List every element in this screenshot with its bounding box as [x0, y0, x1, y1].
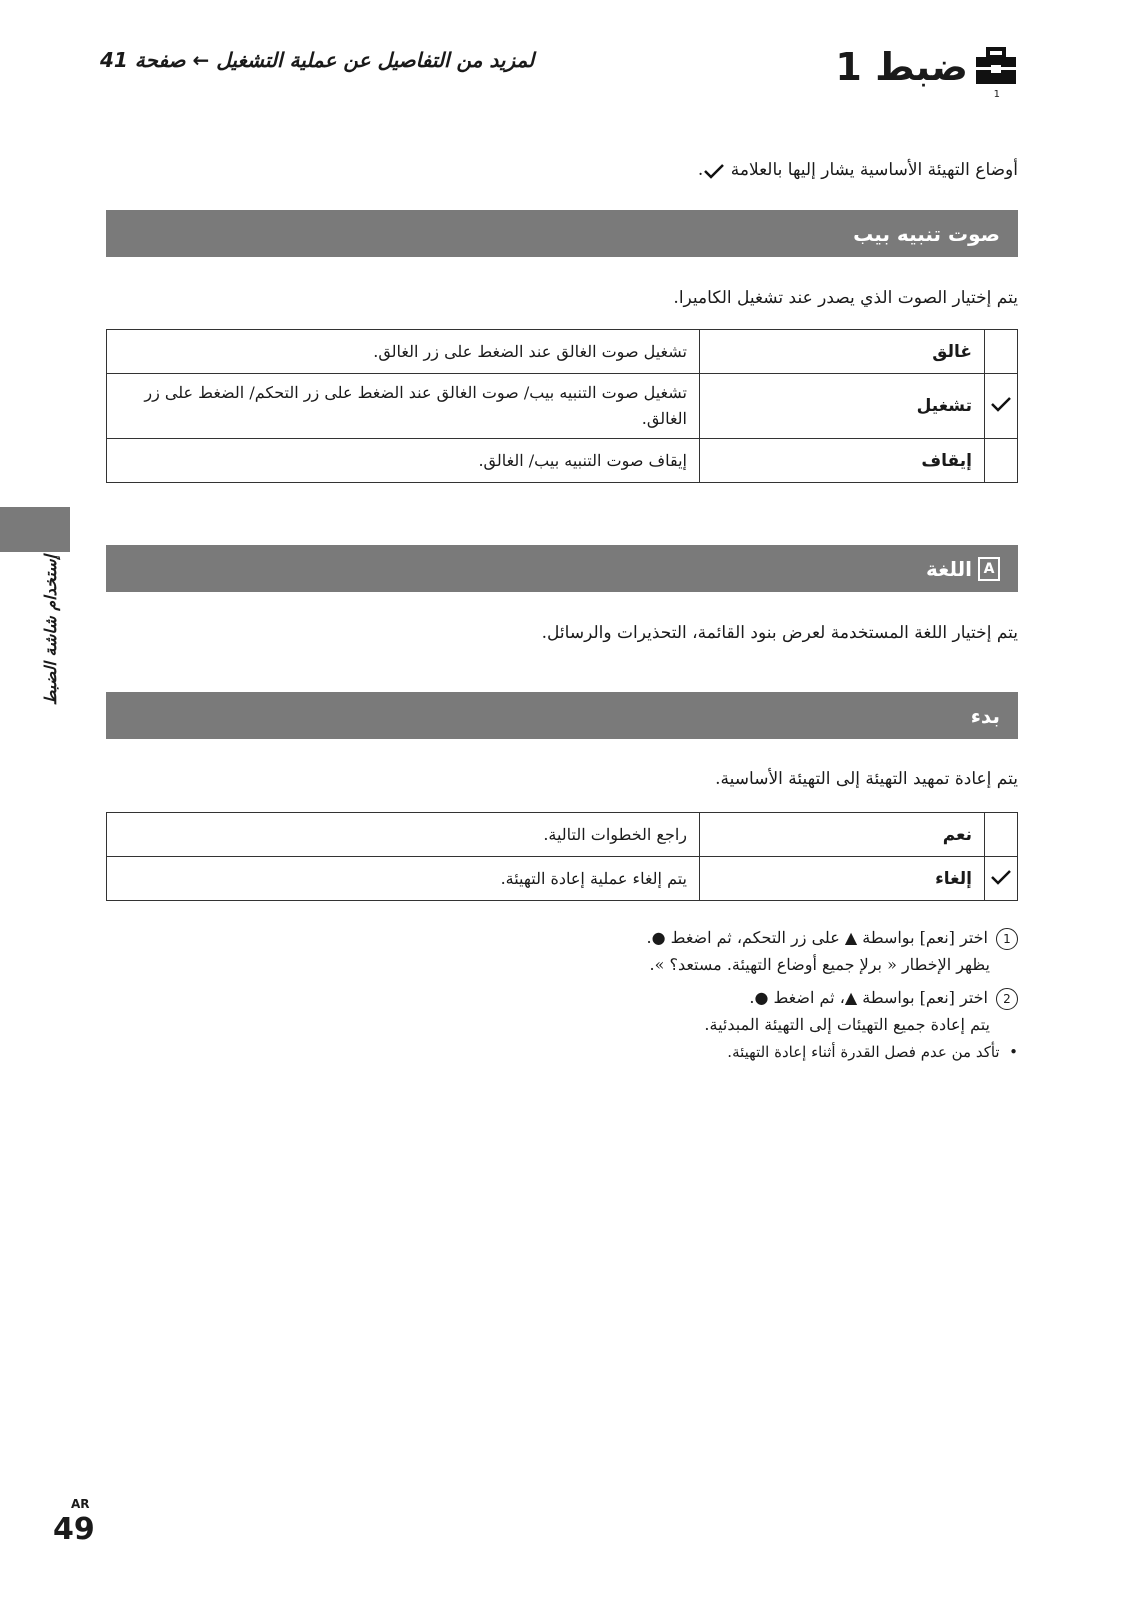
default-mark-cell	[985, 330, 1018, 374]
bullet-note	[298, 1043, 1018, 1061]
footer-lang-code: AR	[71, 1497, 90, 1511]
option-key: إلغاء	[700, 857, 985, 901]
section-bar-beep	[106, 210, 1018, 257]
header-title-group	[835, 42, 1018, 100]
language-a-icon: A	[978, 557, 1000, 581]
bullet-text: تأكد من عدم فصل القدرة أثناء إعادة التهيئة.	[727, 1043, 1000, 1061]
page-title: ضبط 1	[835, 45, 968, 89]
checkmark-icon	[703, 162, 725, 180]
option-key: إيقاف	[700, 439, 985, 483]
step-text: اختر [نعم] بواسطة ▲ على زر التحكم، ثم اضغط ●.	[646, 928, 988, 947]
section-title-beep: صوت تنبيه بيب	[853, 221, 1000, 246]
checkmark-icon	[990, 395, 1012, 413]
default-mark-cell	[985, 374, 1018, 439]
toolbox-subscript: 1	[993, 89, 1000, 100]
option-desc: تشغيل صوت الغالق عند الضغط على زر الغالق.	[107, 330, 700, 374]
default-mark-cell	[985, 813, 1018, 857]
default-mark-cell	[985, 857, 1018, 901]
side-label-text: إستخدام شاشة الضبط	[40, 555, 60, 706]
side-tab	[0, 507, 70, 552]
step-text: اختر [نعم] بواسطة ▲، ثم اضغط ●.	[749, 988, 988, 1007]
table-row	[107, 813, 1018, 857]
beep-options-table	[106, 329, 1018, 483]
header-note: لمزيد من التفاصيل عن عملية التشغيل ← صفحة 41	[100, 48, 535, 72]
option-key: تشغيل	[700, 374, 985, 439]
table-row	[107, 857, 1018, 901]
side-label	[20, 555, 80, 735]
page-number: 49	[53, 1512, 95, 1547]
language-description: يتم إختيار اللغة المستخدمة لعرض بنود القائمة، التحذيرات والرسائل.	[541, 623, 1018, 643]
step-1	[298, 928, 1018, 950]
intro-end: .	[697, 160, 704, 180]
step-2	[298, 988, 1018, 1010]
intro-text	[418, 160, 1018, 180]
step-1-note: يظهر الإخطار « برﻹ جميع أوضاع التهيئة. مستعد؟ ».	[649, 955, 990, 974]
option-desc: تشغيل صوت التنبيه بيب/ صوت الغالق عند الضغط على زر التحكم/ الضغط على زر الغالق.	[107, 374, 700, 439]
table-row	[107, 330, 1018, 374]
section-title-language: اللغة	[926, 556, 972, 581]
section-bar-language	[106, 545, 1018, 592]
toolbox-icon	[974, 45, 1018, 100]
init-description: يتم إعادة تمهيد التهيئة إلى التهيئة الأساسية.	[715, 769, 1018, 789]
option-key: نعم	[700, 813, 985, 857]
table-row	[107, 374, 1018, 439]
option-desc: يتم إلغاء عملية إعادة التهيئة.	[107, 857, 700, 901]
section-bar-init	[106, 692, 1018, 739]
intro-label: أوضاع التهيئة الأساسية يشار إليها بالعلامة	[730, 160, 1018, 180]
beep-description: يتم إختيار الصوت الذي يصدر عند تشغيل الكاميرا.	[673, 288, 1018, 308]
checkmark-icon	[990, 868, 1012, 886]
step-number: 2	[996, 988, 1018, 1010]
init-options-table	[106, 812, 1018, 901]
default-mark-cell	[985, 439, 1018, 483]
section-title-init: بدء	[970, 703, 1000, 728]
option-desc: راجع الخطوات التالية.	[107, 813, 700, 857]
option-desc: إيقاف صوت التنبيه بيب/ الغالق.	[107, 439, 700, 483]
option-key: غالق	[700, 330, 985, 374]
bullet-icon: •	[999, 1043, 1018, 1061]
step-number: 1	[996, 928, 1018, 950]
step-2-note: يتم إعادة جميع التهيئات إلى التهيئة المبدئية.	[704, 1015, 990, 1034]
table-row	[107, 439, 1018, 483]
